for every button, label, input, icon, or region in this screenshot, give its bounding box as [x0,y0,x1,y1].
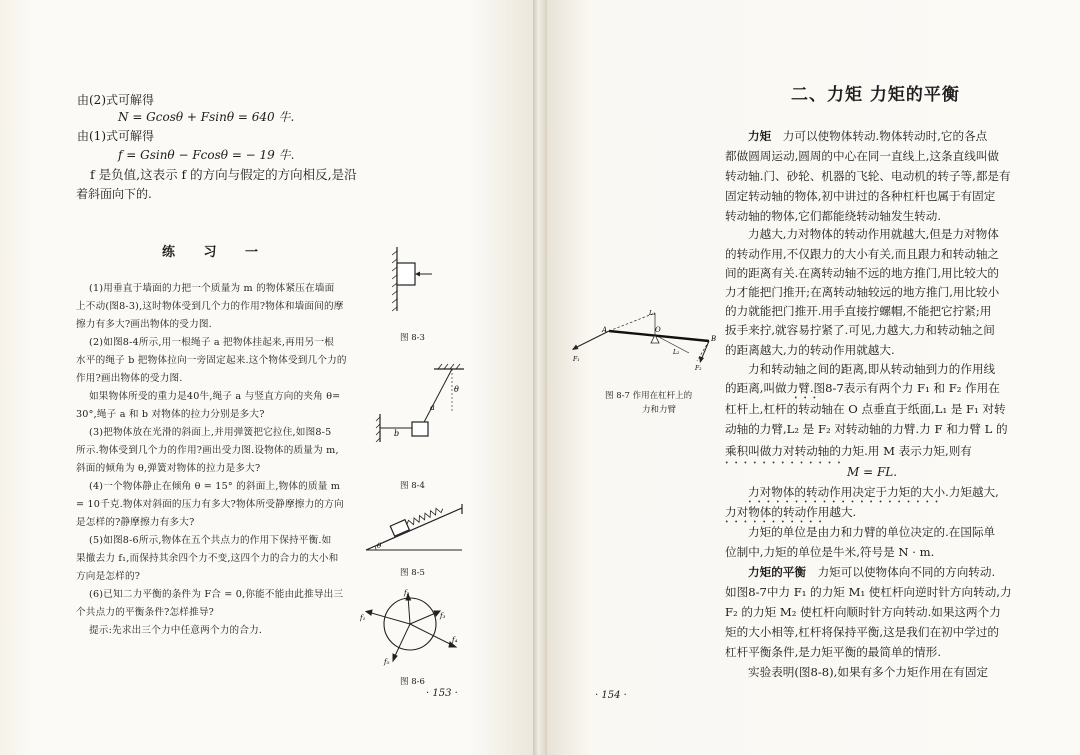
exercise-line: 水平的绳子 b 把物体拉向一旁固定起来.这个物体受到几个力的 [76,355,347,366]
book-gutter [533,0,547,755]
solution-line: 着斜面向下的. [76,187,152,201]
paragraph-line: 力对物体的转动作用越大. [725,505,857,519]
paragraph-line: 都做圆周运动,圆周的中心在同一直线上,这条直线叫做 [725,149,1000,163]
force-f2-label: F₂ [695,365,702,372]
arm-l1-label: L₁ [649,310,656,317]
hanging-rope-diagram [372,362,472,447]
force-f3-label: f₃ [440,612,446,620]
paragraph-line: 实验表明(图8-8),如果有多个力矩作用在有固定 [748,665,989,679]
paragraph-line: 的距离越大,力的转动作用就越大. [725,343,895,357]
figure-8-6 [360,588,465,668]
pivot-o-label: O [655,326,661,334]
figure-8-3 [388,245,458,315]
solution-line: f 是负值,这表示 f 的方向与假定的方向相反,是沿 [90,167,357,182]
paragraph-line: 乘积叫做力对转动轴的力矩.用 M 表示力矩,则有 [725,444,972,458]
exercise-line: (4)一个物体静止在倾角 θ = 15° 的斜面上,物体的质量 m [89,481,341,492]
paragraph-line: 扳手来拧,就容易拧紧了.可见,力越大,力和转动轴之间 [725,323,995,337]
keyword-torque-balance: 力矩的平衡 [748,565,806,579]
paragraph-line: 力矩的平衡 力矩可以使物体向不同的方向转动. [748,565,996,579]
figure-8-4 [372,362,472,447]
section-title: 二、力矩 力矩的平衡 [791,85,960,105]
emphasis-dots: ••••••••••••• [725,460,847,467]
paragraph-line: 固定转动轴的物体,初中讲过的各种杠杆也属于有固定 [725,189,996,203]
page-number-154: · 154 · [595,690,627,701]
paragraph-line: 杠杆上,杠杆的转动轴在 O 点垂直于纸面,L₁ 是 F₁ 对转 [725,402,1006,416]
paragraph-line: 杠杆平衡条件,是力矩平衡的最简单的情形. [725,645,942,659]
paragraph-line: 如图8-7中力 F₁ 的力矩 M₁ 使杠杆向逆时针方向转动,力 [725,585,1012,599]
figure-8-3-caption: 图 8-3 [400,333,425,343]
exercise-line: 30°,绳子 a 和 b 对物体的拉力分别是多大? [76,409,265,420]
force-f1-label: f₁ [360,614,366,622]
paragraph-line: 的转动作用,不仅跟力的大小有关,而且跟力和转动轴之 [725,247,1000,261]
theta-label-85: θ [377,542,382,550]
exercise-line: 作用?画出物体的受力图. [76,373,183,384]
emphasis-dots: ••• [794,395,823,402]
figure-8-7-caption-line2: 力和力臂 [642,405,677,415]
exercise-line: (2)如图8-4所示,用一根绳子 a 把物体挂起来,再用另一根 [89,337,335,348]
exercise-line: (3)把物体放在光滑的斜面上,并用弹簧把它拉住,如图8-5 [89,427,332,438]
paragraph-line: 转动轴的物体,它们都能绕转动轴发生转动. [725,209,942,223]
keyword-torque: 力矩 [748,129,772,143]
figure-8-4-caption: 图 8-4 [400,481,425,491]
paragraph-line: 力对物体的转动作用决定于力矩的大小.力矩越大, [748,485,999,499]
force-f4-label: f₄ [452,636,458,644]
paragraph-line: 间的距离有关.在离转动轴不远的地方推门,用比较大的 [725,266,1000,280]
five-forces-diagram [360,588,465,668]
right-page [547,0,1080,755]
paragraph-line: 力矩的单位是由力和力臂的单位决定的.在国际单 [748,525,996,539]
force-f2-label: f₂ [404,589,410,597]
paragraph-line: 矩的大小相等,杠杆将保持平衡,这是我们在初中学过的 [725,625,1000,639]
paragraph-line: F₂ 的力矩 M₂ 使杠杆向顺时针方向转动.如果这两个力 [725,605,1001,619]
figure-8-7-caption: 图 8-7 作用在杠杆上的 [605,391,693,401]
figure-8-7 [569,305,719,375]
exercise-line: 个共点力的平衡条件?怎样推导? [76,607,215,618]
theta-label-84: θ [454,385,459,394]
point-a-label: A [602,326,608,334]
exercise-line: 斜面的倾角为 θ,弹簧对物体的拉力是多大? [76,463,261,474]
arm-l2-label: L₂ [673,349,680,356]
wall-block-diagram [388,245,458,315]
solution-line: 由(1)式可解得 [77,129,154,143]
exercise-line: (5)如图8-6所示,物体在五个共点力的作用下保持平衡.如 [89,535,332,546]
exercise-line: 是怎样的?静摩擦力有多大? [76,517,195,528]
solution-line: 由(2)式可解得 [77,93,154,107]
exercise-line: 擦力有多大?画出物体的受力图. [76,319,212,330]
emphasis-dots: ••••••••••••••••••••• [748,499,945,506]
force-f1-label: F₁ [573,356,580,363]
equation-n: N = Gcosθ + Fsinθ = 640 牛. [118,110,295,124]
paragraph-line: 力才能把门推开;在离转动轴较远的地方推门,用比较小 [725,285,1000,299]
left-page [0,0,533,755]
exercise-line: 果撤去力 f₁,而保持其余四个力不变,这四个力的合力的大小和 [76,553,339,564]
equation-f: f = Gsinθ − Fcosθ = − 19 牛. [118,148,295,162]
lever-diagram [569,305,719,375]
exercise-line: 如果物体所受的重力是40牛,绳子 a 与竖直方向的夹角 θ= [89,391,341,402]
point-b-label: B [711,335,717,343]
exercise-line: = 10千克.物体对斜面的压力有多大?物体所受静摩擦力的方向 [76,499,344,510]
paragraph-line: 力和转动轴之间的距离,即从转动轴到力的作用线 [748,362,996,376]
paragraph-line: 的距离,叫做力臂.图8-7表示有两个力 F₁ 和 F₂ 作用在 [725,381,1000,395]
exercise-line: 提示:先求出三个力中任意两个力的合力. [89,625,263,636]
paragraph-line: 的力就能把门推开.用手直接拧螺帽,不能把它拧紧;用 [725,304,992,318]
paragraph-line: 动轴的力臂,L₂ 是 F₂ 对转动轴的力臂.力 F 和力臂 L 的 [725,422,1008,436]
figure-8-5 [362,500,467,555]
paragraph-line: 力越大,力对物体的转动作用就越大,但是力对物体 [748,227,999,241]
page-number-153: · 153 · [426,688,458,699]
exercise-line: 方向是怎样的? [76,571,141,582]
exercise-title: 练 习 一 [162,245,271,260]
figure-8-5-caption: 图 8-5 [400,568,425,578]
paragraph-line: 位制中,力矩的单位是牛米,符号是 N · m. [725,545,935,559]
exercise-line: (1)用垂直于墙面的力把一个质量为 m 的物体紧压在墙面 [89,283,335,294]
force-f5-label: f₅ [384,658,390,666]
figure-8-6-caption: 图 8-6 [400,677,425,687]
torque-formula: M = FL. [847,465,898,479]
incline-spring-diagram [362,500,467,555]
rope-a-label: a [430,403,435,412]
paragraph-line: 力矩 力可以使物体转动.物体转动时,它的各点 [748,129,988,143]
exercise-line: 所示.物体受到几个力的作用?画出受力图.设物体的质量为 m, [76,445,339,456]
emphasis-dots: ••••••••••• [725,519,828,526]
rope-b-label: b [394,429,400,438]
exercise-line: (6)已知二力平衡的条件为 F合 = 0,你能不能由此推导出三 [89,589,344,600]
paragraph-line: 转动轴.门、砂轮、机器的飞轮、电动机的转子等,都是有 [725,169,1011,183]
exercise-line: 上不动(图8-3),这时物体受到几个力的作用?物体和墙面间的摩 [76,301,344,312]
